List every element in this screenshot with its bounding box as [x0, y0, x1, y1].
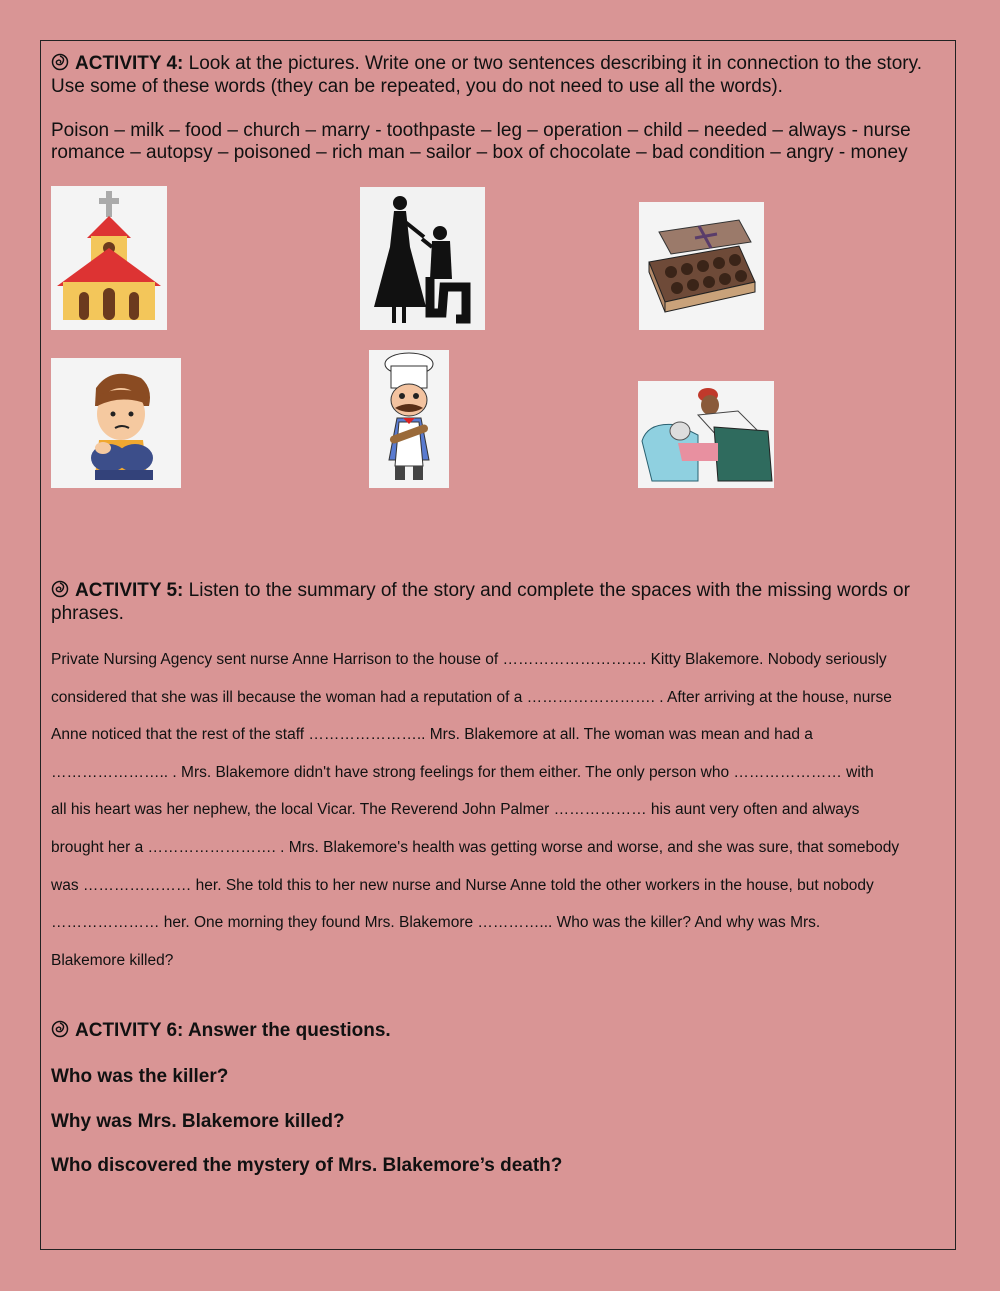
spiral-bullet-icon — [51, 580, 69, 598]
church-picture — [51, 186, 167, 330]
nurse-patient-picture — [638, 381, 774, 488]
summary-line: ………………… her. One morning they found Mrs. Blakemore …………... Who was the killer? And why was Mrs. — [51, 914, 821, 932]
activity6-title: ACTIVITY 6: Answer the questions. — [75, 1020, 391, 1041]
summary-line: considered that she was ill because the woman had a reputation of a ……………………. . After arriving at the house, nurse — [51, 688, 892, 706]
proposal-picture — [360, 187, 485, 330]
activity6-heading — [51, 1020, 391, 1042]
question-2: Why was Mrs. Blakemore killed? — [51, 1111, 345, 1132]
summary-line: was ………………… her. She told this to her new nurse and Nurse Anne told the other workers in the house, but nobody — [51, 876, 874, 894]
sad-boy-picture — [51, 358, 181, 488]
word-bank-line-1: Poison – milk – food – church – marry - toothpaste – leg – operation – child – needed – always - nurse — [51, 120, 911, 141]
spiral-bullet-icon — [51, 1020, 69, 1038]
question-1: Who was the killer? — [51, 1066, 229, 1087]
story-summary — [51, 641, 951, 979]
angry-chef-picture — [369, 350, 449, 488]
chocolate-box-picture — [639, 202, 764, 330]
word-bank-line-2: romance – autopsy – poisoned – rich man – sailor – box of chocolate – bad condition – angry - money — [51, 142, 908, 163]
activity5-label: ACTIVITY 5: — [75, 580, 184, 601]
summary-line: Anne noticed that the rest of the staff ………………….. Mrs. Blakemore at all. The woman was mean and had a — [51, 726, 813, 744]
summary-line: ………………….. . Mrs. Blakemore didn't have strong feelings for them either. The only person who ………………… with — [51, 763, 874, 781]
activity5-heading — [51, 579, 951, 625]
word-bank — [51, 120, 961, 164]
spiral-bullet-icon — [51, 53, 69, 71]
activity4-heading — [51, 52, 951, 98]
summary-line: Private Nursing Agency sent nurse Anne Harrison to the house of ………………………. Kitty Blakemore. Nobody seriously — [51, 651, 887, 668]
summary-line: Blakemore killed? — [51, 951, 174, 969]
summary-line: brought her a ……………………. . Mrs. Blakemore's health was getting worse and worse, and she was sure, that somebody — [51, 838, 900, 856]
activity4-label: ACTIVITY 4: — [75, 53, 184, 74]
activity4-instructions: Look at the pictures. Write one or two sentences describing it in connection to the story. Use some of these words (they can be repeated, you do not need to use all the words). — [51, 53, 922, 97]
question-3: Who discovered the mystery of Mrs. Blakemore’s death? — [51, 1155, 563, 1176]
activity5-instructions: Listen to the summary of the story and complete the spaces with the missing words or phrases. — [51, 580, 910, 624]
summary-line: all his heart was her nephew, the local Vicar. The Reverend John Palmer ……………… his aunt very often and always — [51, 801, 860, 819]
